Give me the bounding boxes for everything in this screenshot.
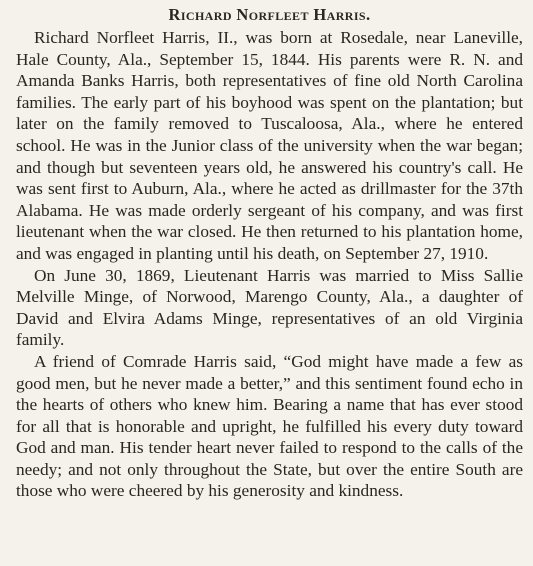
paragraph-biography: Richard Norfleet Harris, II., was born at Rosedale, near Laneville, Hale County, Ala., September 15, 1844. His parents were R. N. and Amanda Banks Harris, both representatives of fine old North Carolina families. The early part of his boyhood was spent on the plantation; but later on the family removed to Tuscaloosa, Ala., where he entered school. He was in the Junior class of the university when the war began; and though but seventeen years old, he answered his country's call. He was sent first to Auburn, Ala., where he acted as drillmaster for the 37th Alabama. He was made orderly sergeant of his company, and was first lieutenant when the war closed. He then returned to his plantation home, and was engaged in planting until his death, on September 27, 1910. <box>16 28 523 263</box>
article-title: Richard Norfleet Harris. <box>168 5 371 24</box>
paragraph-tribute: A friend of Comrade Harris said, “God might have made a few as good men, but he never made a better,” and this sentiment found echo in the hearts of others who knew him. Bearing a name that has ever stood for all that is honorable and upright, he fulfilled his every duty toward God and man. His tender heart never failed to respond to the calls of the needy; and not only throughout the State, but over the entire South are those who were cheered by his generosity and kindness. <box>16 351 523 501</box>
paragraph-marriage: On June 30, 1869, Lieutenant Harris was married to Miss Sallie Melville Minge, of Norwood, Marengo County, Ala., a daughter of David and Elvira Adams Minge, representatives of an old Virginia family. <box>16 265 523 350</box>
